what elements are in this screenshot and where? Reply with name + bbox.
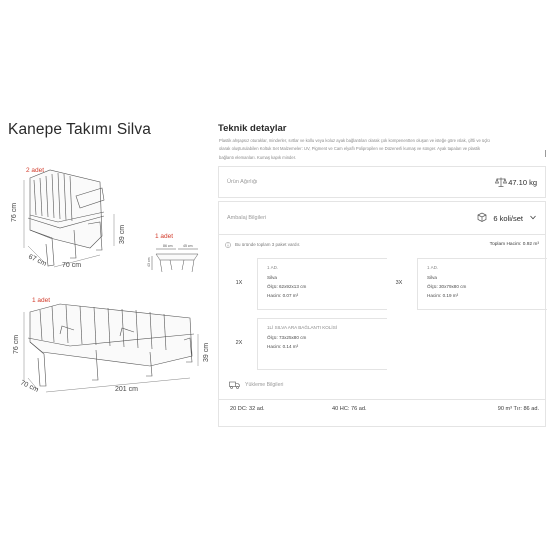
product-weight-row	[218, 166, 546, 198]
package-item	[225, 258, 387, 310]
table-qty-label: 1 adet	[155, 233, 174, 240]
description-line: Plastik ahşapsız oturaklar, minderler, sırtlar ve kollu veya koluz ayak bağlantıları olarak çok kompenentten oluşan ve isteğe göre ıslak, çiftli ve üçlü	[219, 138, 490, 143]
package-count[interactable]: 6 koli/set	[493, 214, 523, 223]
package-note: Bu üründe toplam 3 paket vardır.	[235, 242, 301, 247]
package-line: Hacim: 0.19 m³	[427, 293, 459, 298]
package-item	[225, 318, 387, 370]
package-line: 1 AD.	[267, 265, 279, 270]
armchair-drawing	[28, 170, 104, 266]
package-card	[417, 258, 547, 310]
package-qty: 1X	[235, 280, 243, 286]
package-line: Ölçü: 73x25x80 cm	[267, 335, 307, 340]
box-icon	[477, 212, 487, 222]
package-line: 1Lİ SILVA ARA BAĞLANTI KOLİSİ	[267, 325, 338, 330]
product-drawings	[0, 0, 215, 550]
sofa-qty-label: 1 adet	[32, 297, 51, 304]
table-width-b-label: 45 cm	[183, 244, 193, 248]
table-drawing	[152, 249, 198, 272]
product-title: Kanepe Takımı Silva	[8, 121, 151, 138]
packaging-info-label: Ambalaj Bilgileri	[227, 215, 267, 221]
package-line: 1 AD.	[427, 265, 439, 270]
package-line: Hacim: 0.07 m³	[267, 293, 299, 298]
package-line: Silva	[267, 275, 277, 280]
loading-info-label: Yükleme Bilgileri	[245, 382, 284, 388]
package-line: Silva	[427, 275, 437, 280]
loading-item: 20 DC: 32 ad.	[230, 406, 265, 412]
divider	[219, 399, 545, 400]
package-card	[257, 318, 387, 370]
description-line: olarak oluşturulabilen Koltuk Set Malzemeler: UV, Pigment ve Cam elyaflı Polipropilen ve Düzenerli kumaş ve sünger. Ayak tapaları ve plastik	[219, 146, 481, 152]
armchair-width-label: 70 cm	[62, 262, 82, 269]
total-volume: Toplam Hacim: 0.92 m³	[489, 242, 539, 247]
info-icon	[225, 242, 231, 248]
dimension-drawings	[0, 0, 215, 550]
package-line: Hacim: 0.14 m³	[267, 344, 299, 349]
sofa-height-label: 76 cm	[13, 334, 20, 354]
armchair-depth-label: 67 cm	[27, 253, 48, 268]
scale-icon	[495, 176, 507, 188]
sofa-depth-label: 70 cm	[19, 379, 40, 394]
sofa-drawing	[28, 304, 194, 386]
sofa-width-label: 201 cm	[115, 386, 138, 393]
description-line: bağlantı elemanları. Kumaş kapık minder.	[219, 154, 297, 160]
armchair-seat-height-label: 39 cm	[119, 224, 126, 244]
loading-item: 40 HC: 76 ad.	[332, 406, 367, 412]
package-qty: 3X	[395, 280, 403, 286]
table-width-a-label: 86 cm	[163, 244, 173, 248]
technical-details-title: Teknik detaylar	[218, 123, 287, 134]
package-item	[385, 258, 547, 310]
packaging-info-section	[218, 201, 546, 427]
truck-icon	[229, 381, 240, 389]
package-qty: 2X	[235, 340, 243, 346]
table-height-label: 43 cm	[147, 257, 151, 267]
package-card	[257, 258, 387, 310]
product-description	[219, 137, 545, 162]
sofa-seat-height-label: 39 cm	[203, 342, 210, 362]
product-weight-value: 47.10 kg	[508, 178, 537, 187]
technical-details-panel	[218, 0, 550, 550]
description-scrollbar[interactable]	[545, 150, 546, 157]
package-line: Ölçü: 30x79x80 cm	[427, 284, 467, 289]
package-line: Ölçü: 62x92x13 cm	[267, 284, 307, 289]
product-weight-label: Ürün Ağırlığı	[227, 179, 258, 185]
chevron-down-icon[interactable]	[530, 215, 536, 220]
loading-item: 90 m³ Tır: 86 ad.	[497, 406, 539, 412]
divider	[219, 234, 545, 235]
armchair-qty-label: 2 adet	[26, 167, 45, 174]
armchair-height-label: 76 cm	[11, 202, 18, 222]
